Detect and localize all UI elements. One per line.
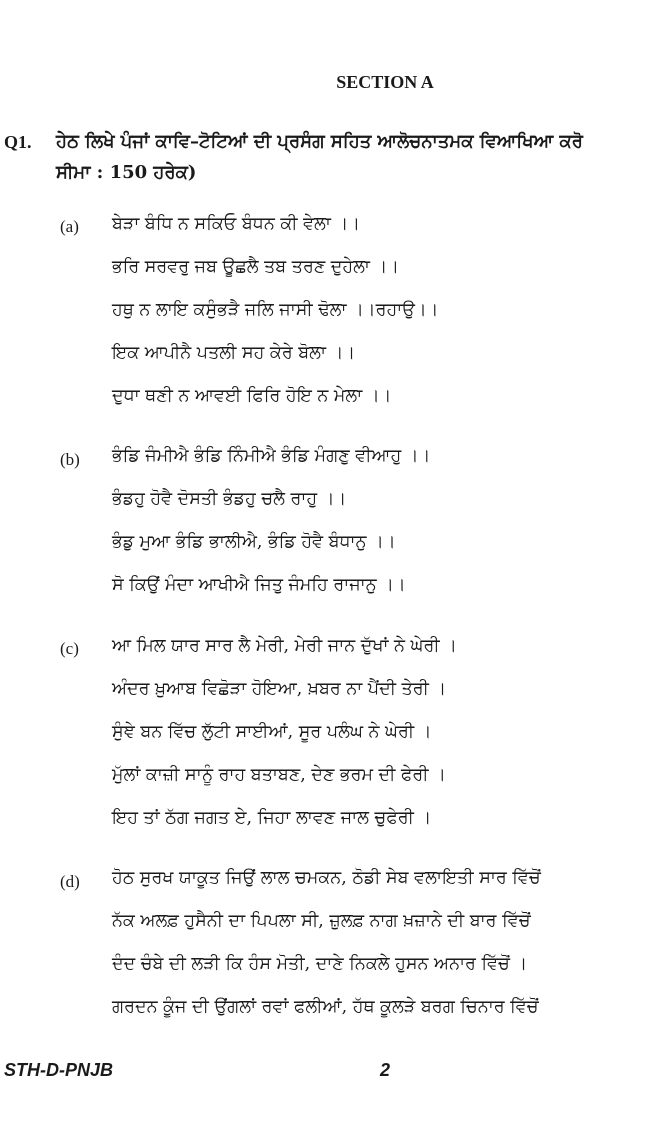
paper-code: STH-D-PNJB [4,1060,114,1080]
verse-line: ਇਹ ਤਾਂ ਠੱਗ ਜਗਤ ਏ, ਜਿਹਾ ਲਾਵਣ ਜਾਲ ਚੁਫੇਰੀ । [112,808,432,828]
verse-line: ਅੰਦਰ ਖ਼ੁਆਬ ਵਿਛੋੜਾ ਹੋਇਆ, ਖ਼ਬਰ ਨਾ ਪੈਂਦੀ ਤੇਰੀ । [112,679,447,699]
part-label-c: (c) [60,639,79,658]
verse-line: ਗਰਦਨ ਕੂੰਜ ਦੀ ਉਂਗਲਾਂ ਰਵਾਂ ਫਲੀਆਂ, ਹੱਥ ਕੂਲੜੇ ਬਰਗ ਚਿਨਾਰ ਵਿੱਚੋਂ [112,997,539,1017]
question-instruction-line-1: ਹੇਠ ਲਿਖੇ ਪੰਜਾਂ ਕਾਵਿ–ਟੋਟਿਆਂ ਦੀ ਪ੍ਰਸੰਗ ਸਹਿਤ ਆਲੋਚਨਾਤਮਕ ਵਿਆਖਿਆ ਕਰੋ [56,131,583,152]
section-title: SECTION A [336,72,434,92]
question-instruction-line-2: ਸੀਮਾ : 150 ਹਰੇਕ) [56,162,197,183]
part-label-b: (b) [60,450,80,469]
verse-line: ਨੱਕ ਅਲਫ਼ ਹੁਸੈਨੀ ਦਾ ਪਿਪਲਾ ਸੀ, ਜ਼ੁਲਫ਼ ਨਾਗ ਖ਼ਜ਼ਾਨੇ ਦੀ ਬਾਰ ਵਿੱਚੋਂ [112,911,531,931]
verse-line: ਆ ਮਿਲ ਯਾਰ ਸਾਰ ਲੈ ਮੇਰੀ, ਮੇਰੀ ਜਾਨ ਦੁੱਖਾਂ ਨੇ ਘੇਰੀ । [112,636,457,656]
verse-line: ਇਕ ਆਪੀਨੈ ਪਤਲੀ ਸਹ ਕੇਰੇ ਬੋਲਾ ।। [112,343,356,363]
verse-line: ਸੋ ਕਿਉਂ ਮੰਦਾ ਆਖੀਐ ਜਿਤੁ ਜੰਮਹਿ ਰਾਜਾਨੁ ।। [112,575,406,595]
verse-line: ਭੰਡਹੁ ਹੋਵੈ ਦੋਸਤੀ ਭੰਡਹੁ ਚਲੈ ਰਾਹੁ ।। [112,489,347,509]
verse-line: ਦੁਧਾ ਥਣੀ ਨ ਆਵਈ ਫਿਰਿ ਹੋਇ ਨ ਮੇਲਾ ।। [112,386,392,406]
part-label-a: (a) [60,217,79,236]
verse-line: ਹਥੁ ਨ ਲਾਇ ਕਸੁੰਭੜੈ ਜਲਿ ਜਾਸੀ ਢੋਲਾ ।।ਰਹਾਉ।। [112,300,439,320]
verse-line: ਭਰਿ ਸਰਵਰੁ ਜਬ ਊਛਲੈ ਤਬ ਤਰਣ ਦੁਹੇਲਾ ।। [112,257,400,277]
page-number: 2 [380,1060,391,1080]
verse-line: ਮੁੱਲਾਂ ਕਾਜ਼ੀ ਸਾਨੂੰ ਰਾਹ ਬਤਾਬਣ, ਦੇਣ ਭਰਮ ਦੀ ਫੇਰੀ । [112,765,446,785]
verse-line: ਹੋਠ ਸੁਰਖ ਯਾਕੂਤ ਜਿਉਂ ਲਾਲ ਚਮਕਨ, ਠੋਡੀ ਸੇਬ ਵਲਾਇਤੀ ਸਾਰ ਵਿੱਚੋਂ [112,868,541,888]
part-label-d: (d) [60,872,80,891]
verse-line: ਦੰਦ ਚੰਬੇ ਦੀ ਲੜੀ ਕਿ ਹੰਸ ਮੋਤੀ, ਦਾਣੇ ਨਿਕਲੇ ਹੁਸਨ ਅਨਾਰ ਵਿੱਚੋਂ । [112,954,528,974]
verse-line: ਸੁੰਞੇ ਬਨ ਵਿੱਚ ਲੁੱਟੀ ਸਾਈਆਂ, ਸੂਰ ਪਲੰਘ ਨੇ ਘੇਰੀ । [112,722,432,742]
verse-line: ਭੰਡੁ ਮੁਆ ਭੰਡਿ ਭਾਲੀਐ, ਭੰਡਿ ਹੋਵੈ ਬੰਧਾਨੁ ।। [112,532,396,552]
verse-line: ਬੇੜਾ ਬੰਧਿ ਨ ਸਕਿਓ ਬੰਧਨ ਕੀ ਵੇਲਾ ।। [112,214,361,234]
verse-line: ਭੰਡਿ ਜੰਮੀਐ ਭੰਡਿ ਨਿੰਮੀਐ ਭੰਡਿ ਮੰਗਣੁ ਵੀਆਹੁ ।। [112,446,431,466]
question-number: Q1. [4,132,32,152]
